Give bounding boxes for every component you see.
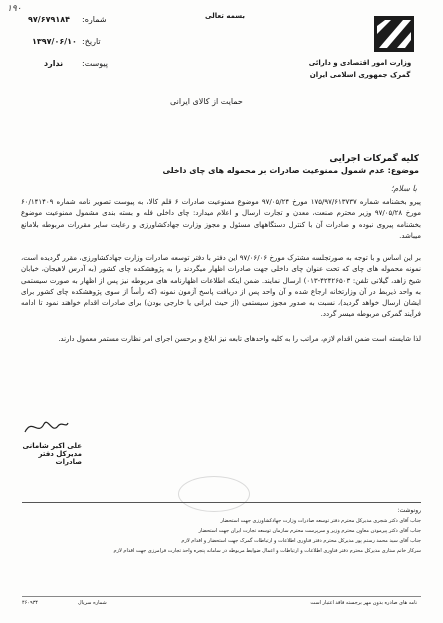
org-name-line1: وزارت امور اقتصادی و دارائی [308, 59, 412, 67]
date-value: ۱۳۹۷/۰۶/۱۰ [32, 37, 77, 46]
handwritten-corner-number: ۱۹۰ [7, 4, 22, 14]
signature-block [22, 416, 82, 466]
signatory-name: علی اکبر شامانی [22, 442, 82, 450]
handwritten-signature-icon [22, 416, 70, 438]
letter-heading [163, 154, 420, 175]
slogan-text: حمایت از کالای ایرانی [170, 97, 243, 106]
serial-label: شماره سریال [78, 600, 107, 606]
org-name-line2: گمرک جمهوری اسلامی ایران [309, 71, 411, 79]
body-paragraph-3: لذا شایسته است ضمن اقدام لازم، مراتب را به کلیه واحدهای تابعه نیز ابلاغ و برحسن اجرای امر نظارت مستمر معمول دارند. [58, 335, 421, 343]
number-label: شماره: [82, 15, 107, 24]
bismillah-heading: بسمه تعالی [205, 12, 246, 20]
number-value: ۹۷/۶۷۹۱۸۴ [28, 15, 70, 24]
attachment-label: پیوست: [82, 59, 109, 68]
cc-title: رونوشت: [397, 507, 421, 514]
body-paragraph-2: بر این اساس و با توجه به صورتجلسه مشترک مورخ ۹۷/۰۶/۰۶ این دفتر با دفتر توسعه صادرات وزارت جهادکشاورزی، مقرر گردیده است، نمونه محموله های چای که تحت عنوان چای داخلی جهت صادرات اظهار میگردند را به پژوهشکده چای کشور (به آدرس لاهیجان، خیابان شیخ زاهد، گیلانی تلفن: ۴۲۴۲۶۵۰۳-۰۱۳) ارسال نمایند. ضمن اینکه اطلاعات اظهارنامه های مربوطه نیز پس از اظهار به صورت سیستمی به واحد ذیربط در آن وزارتخانه ارجاع شده و آن واحد پس از دریافت پاسخ آزمون نمونه (که رأساً از سوی پژوهشکده چای کشور برای ایشان ارسال خواهد گردید)، نسبت به صدور مجوز سیستمی (از حیث ایرانی یا خارجی بودن) برای صادرات اقدام خواهند نمود تا ادامه فرآیند گمرکی مربوطه میسر گردد. [21, 254, 422, 319]
cc-item: سرکار خانم ستاری مدیرکل محترم دفتر فناوری اطلاعات و ارتباطات و اعمال ضوابط مربوطه در سامانه پنجره واحد تجارت فرامرزی جهت اقدام لازم [113, 548, 421, 554]
cc-item: جناب آقای دکتر شجری مدیرکل محترم دفتر توسعه صادرات وزارت جهادکشاورزی جهت استحضار [220, 518, 421, 524]
date-label: تاریخ: [82, 37, 101, 46]
cc-item: جناب آقای دکتر پیرموذن معاون محترم وزیر و سرپرست محترم سازمان توسعه تجارت ایران جهت استحضار [198, 528, 421, 534]
serial-value: ۴۶۰۹۳۴ [22, 600, 39, 606]
signatory-title: مدیرکل دفتر صادرات [38, 450, 82, 466]
footer-line [22, 596, 421, 597]
body-paragraph-1: پیرو بخشنامه شماره ۱۷۵/۹۷/۶۱۳۷۳۷ مورخ ۹۷/۰۵/۲۴ موضوع ممنوعیت صادرات ۶ قلم کالا، به پیوست تصویر نامه شماره ۶۰/۱۴۱۴۰۹ مورخ ۹۷/۰۵/۲۸ وزیر محترم صنعت، معدن و تجارت ارسال و اعلام میدارد: چای داخلی فله و بسته بندی مشمول ممنوعیت موضوع بخشنامه پیروی نبوده و صادرات آن با کنترل دستگاههای مسئول و مجوز وزارت جهادکشاورزی و رعایت سایر مقررات مربوطه بلامانع میباشد. [21, 198, 421, 240]
attachment-value: ندارد [44, 59, 64, 68]
subject: موضوع: عدم شمول ممنوعیت صادرات بر محموله های چای داخلی [162, 166, 419, 175]
recipient: کلیه گمرکات اجرایی [329, 154, 419, 164]
embossed-seal-icon [178, 476, 250, 512]
footer-note: نامه های صادره بدون مهر برجسته فاقد اعتبار است [310, 600, 417, 606]
cc-item: جناب آقای سید محمد رستم پور مدیرکل محترم دفتر فناوری اطلاعات و ارتباطات گمرک جهت استحضار و اقدام لازم [181, 538, 421, 544]
customs-emblem-icon [371, 14, 417, 54]
divider-line [22, 502, 421, 503]
salutation: با سلام؛ [390, 184, 417, 193]
